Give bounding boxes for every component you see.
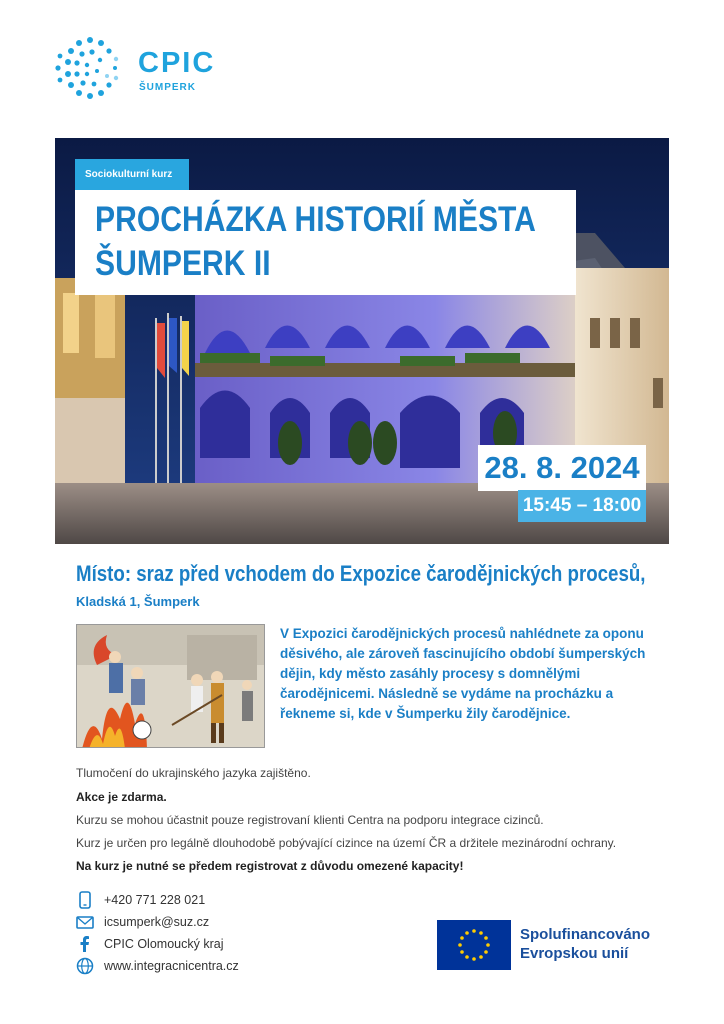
globe-icon [76,957,94,975]
event-date: 28. 8. 2024 [478,445,646,491]
address: Kladská 1, Šumperk [76,594,200,609]
eu-line-2: Evropskou unií [520,945,629,962]
course-tag: Sociokulturní kurz [75,159,189,190]
cpic-logo [54,34,224,104]
phone-number[interactable]: +420 771 228 021 [104,893,206,907]
witch-trial-illustration [76,624,265,748]
web-link[interactable]: www.integracnicentra.cz [104,959,239,973]
info-registration: Na kurz je nutné se předem registrovat z důvodu omezené kapacity! [76,859,464,873]
logo-name: CPIC [138,47,216,79]
place-heading: Místo: sraz před vchodem do Expozice čarodějnických procesů, [76,561,646,586]
info-interpretation: Tlumočení do ukrajinského jazyka zajištěno. [76,766,311,780]
info-free: Akce je zdarma. [76,790,167,804]
event-time: 15:45 – 18:00 [518,490,646,522]
facebook-icon [76,935,94,953]
info-target-group: Kurz je určen pro legálně dlouhodobě pobývající cizince na území ČR a držitele mezinárodní ochrany. [76,836,617,850]
title-line-2: ŠUMPERK II [95,244,271,283]
title-line-1: PROCHÁZKA HISTORIÍ MĚSTA [95,200,536,239]
eu-line-1: Spolufinancováno [520,926,651,943]
eu-flag [437,920,511,970]
envelope-icon [76,913,94,931]
eu-stars-icon [437,920,511,970]
logo-city: ŠUMPERK [139,82,197,93]
email-link[interactable]: icsumperk@suz.cz [104,915,210,929]
description: V Expozici čarodějnických procesů nahlédnete za oponu děsivého, ale zároveň fascinujícího období šumperských dějin, kdy město zasáhly procesy s domnělými čarodějnicemi. Následně se vydáme na procházku a řekneme si, kde v Šumperku žily čarodějnice. [280,626,646,721]
facebook-link[interactable]: CPIC Olomoucký kraj [104,937,224,951]
eu-cofinancing-text [520,925,650,963]
cpic-dots-icon [54,34,134,104]
info-registered-clients: Kurzu se mohou účastnit pouze registrovaní klienti Centra na podporu integrace cizinců. [76,813,544,827]
phone-icon [76,891,94,909]
title-box [75,190,576,295]
